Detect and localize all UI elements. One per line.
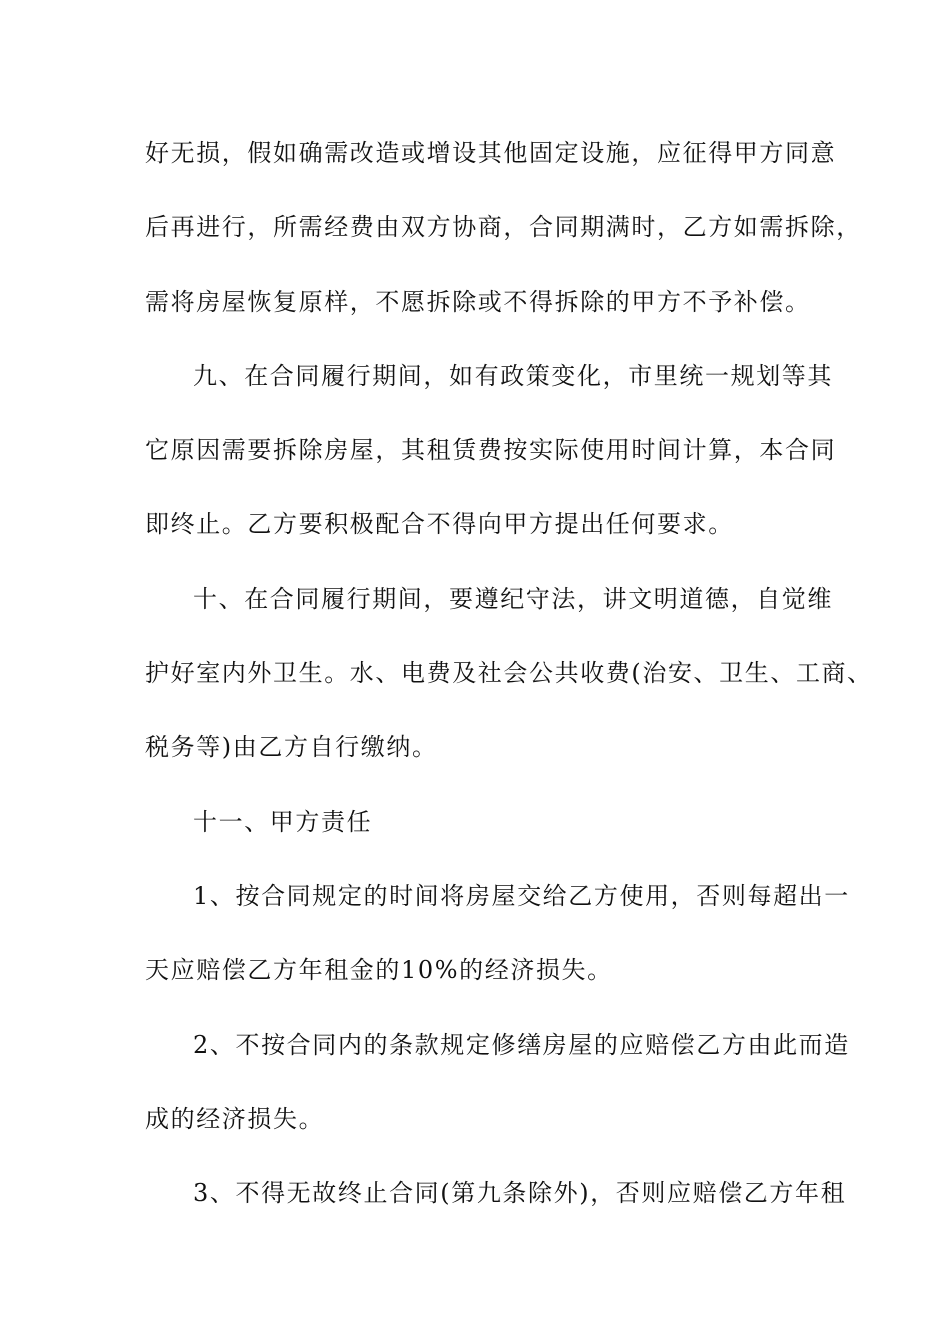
clause-10-start: 十、在合同履行期间，要遵纪守法，讲文明道德，自觉维	[193, 584, 833, 613]
clause-9-start: 九、在合同履行期间，如有政策变化，市里统一规划等其	[193, 361, 833, 390]
item-1-start: 1、按合同规定的时间将房屋交给乙方使用，否则每超出一	[193, 881, 850, 910]
clause-11-heading: 十一、甲方责任	[193, 807, 373, 836]
item-2-start: 2、不按合同内的条款规定修缮房屋的应赔偿乙方由此而造	[193, 1030, 850, 1059]
text-line: 后再进行，所需经费由双方协商，合同期满时，乙方如需拆除，	[145, 213, 862, 242]
item-3-start: 3、不得无故终止合同(第九条除外)，否则应赔偿乙方年租	[193, 1179, 847, 1208]
text-line: 它原因需要拆除房屋，其租赁费按实际使用时间计算，本合同	[145, 436, 837, 465]
text-line: 天应赔偿乙方年租金的10%的经济损失。	[145, 956, 613, 985]
text-line: 即终止。乙方要积极配合不得向甲方提出任何要求。	[145, 510, 734, 539]
text-line: 护好室内外卫生。水、电费及社会公共收费(治安、卫生、工商、	[145, 659, 873, 688]
text-line: 税务等)由乙方自行缴纳。	[145, 733, 438, 762]
text-line: 好无损，假如确需改造或增设其他固定设施，应征得甲方同意	[145, 139, 837, 167]
document-body	[145, 133, 873, 1247]
text-line: 需将房屋恢复原样，不愿拆除或不得拆除的甲方不予补偿。	[145, 287, 811, 316]
text-line: 成的经济损失。	[145, 1104, 325, 1133]
